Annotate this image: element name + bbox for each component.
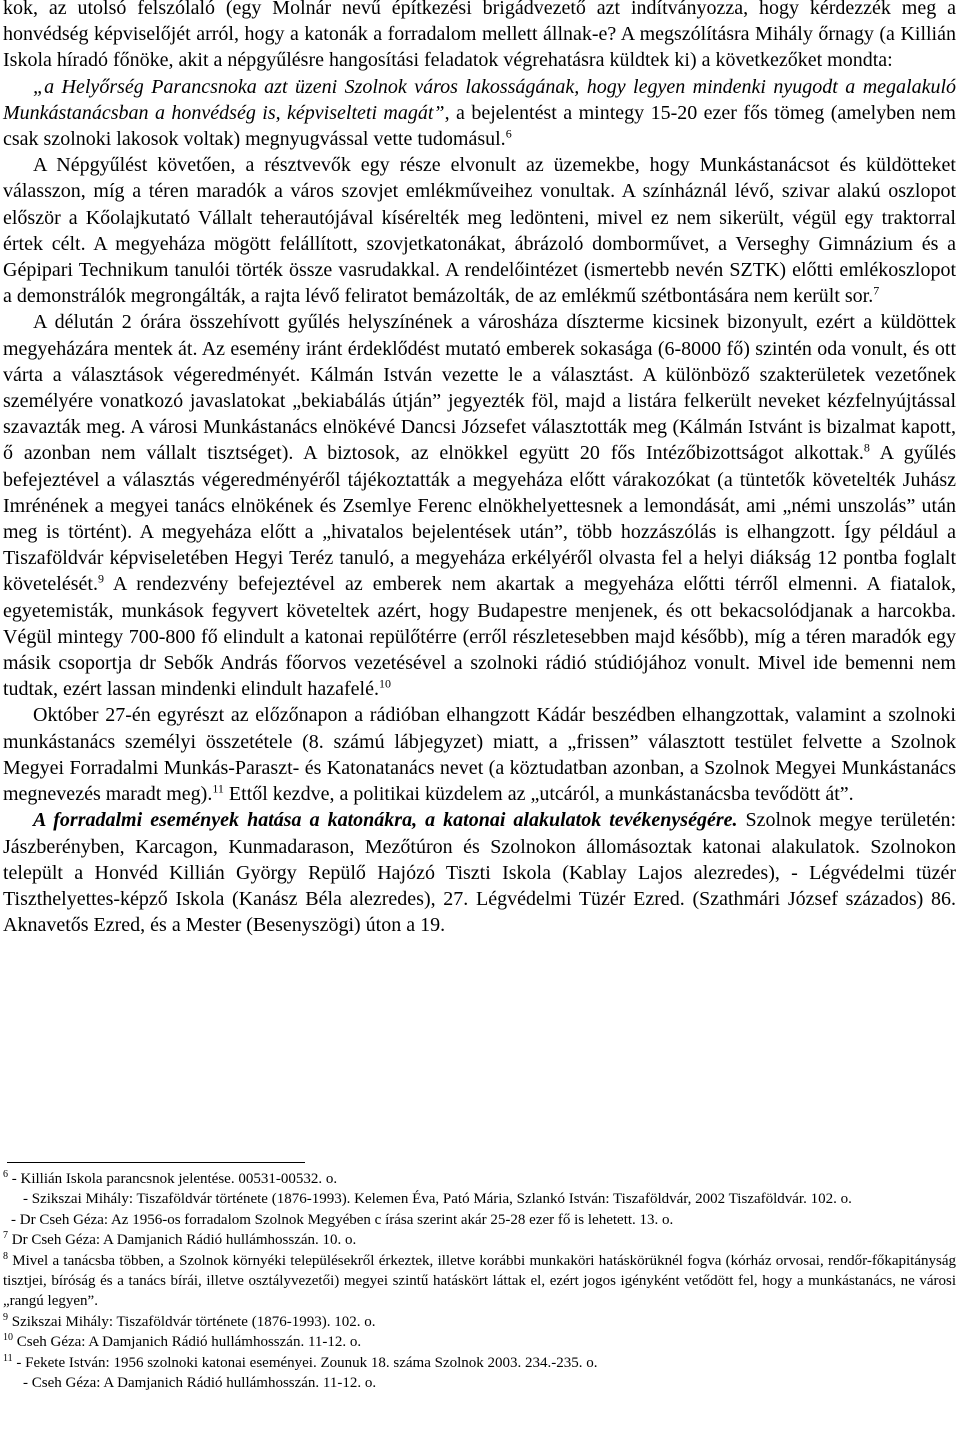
footnote-6-line-2: - Szikszai Mihály: Tiszaföldvár története (1876-1993). Kelemen Éva, Pató Mária, Szlankó István: Tiszaföldvár, 2002 Tiszaföldvár. 102. o. [23, 1191, 852, 1208]
footnote-11-line-2: - Cseh Géza: A Damjanich Rádió hullámhosszán. 11-12. o. [23, 1375, 377, 1392]
paragraph-3 [3, 152, 956, 309]
footnote-ref-8[interactable]: 8 [863, 440, 870, 455]
footnote-6-line-1: - Killián Iskola parancsnok jelentése. 00531-00532. o. [8, 1171, 338, 1187]
footnote-8-text: Mivel a tanácsba többen, a Szolnok környéki településekről érkeztek, illetve korábbi munkaköri hatáskörüknél fogva (kórház orvosai, rendőr-főkapitányság tisztjei, bíróság és a tanács bírái, illetve osztályvezetői) megyei szintű hatáskört láttak el, ezért jogos igényként vetődött fel, hogy a munkástanács, ne városi „rangú legyen”. [3, 1252, 956, 1310]
footnote-6 [3, 1169, 956, 1189]
footnote-7-number: 7 [3, 1230, 8, 1242]
footnote-8 [3, 1251, 956, 1312]
footnote-10 [3, 1332, 956, 1352]
footnote-7-text: Dr Cseh Géza: A Damjanich Rádió hullámhosszán. 10. o. [8, 1232, 357, 1249]
section-heading: A forradalmi események hatása a katonákra, a katonai alakulatok tevékenységére. [33, 809, 738, 832]
paragraph-6 [3, 807, 956, 938]
footnote-6-item-2 [3, 1189, 956, 1209]
footnote-ref-11[interactable]: 11 [212, 781, 224, 796]
footnote-ref-9[interactable]: 9 [97, 571, 104, 586]
paragraph-4-text-c: A rendezvény befejeztével az emberek nem akartak a megyeháza előtti térről elmenni. A fiatalok, egyetemisták, munkások fegyvert követeltek azért, hogy Budapestre menjenek, és ott bekacsolódjanak a harcokba. Végül mintegy 700-800 fő elindult a katonai repülőtérre (erről részletesebben majd később), míg a téren maradók egy másik csoportja dr Sebők András főorvos vezetésével a szolnoki rádió stúdiójához vonult. Mivel ide bemenni nem tudtak, ezért lassan mindenki elindult hazafelé. [3, 573, 956, 701]
footnote-7 [3, 1230, 956, 1250]
footnote-6-line-3: - Dr Cseh Géza: Az 1956-os forradalom Szolnok Megyében c írása szerint akár 25-28 ezer fő is lehetett. 13. o. [11, 1211, 674, 1228]
main-text [3, 0, 956, 938]
footnote-10-number: 10 [3, 1332, 13, 1344]
footnote-11-number: 11 [3, 1352, 13, 1364]
footnote-separator [7, 1162, 305, 1163]
paragraph-4-text-a: A délután 2 órára összehívott gyűlés helyszínének a városháza díszterme kicsinek bizonyult, ezért a küldöttek megyeházára mentek át. Az esemény iránt érdeklődést mutató emberek sokasága (6-8000 fő) szintén oda vonult, és ott várta a választások végeredményét. Kálmán István vezette le a választást. A különböző szakterületek vezetőnek személyére vonatkozó javaslatokat „bekiabálás útján” jegyezték föl, majd a listára felkerült neveket kézfelnyújtással szavazták meg. A városi Munkástanács elnökévé Dancsi Józsefet választották meg (Kálmán Istvánt is bizalmat kapott, ő azonban nem vállalt tisztséget). A biztosok, az elnökkel együtt 20 fős Intézőbizottságot alkottak. [3, 311, 956, 465]
footnote-ref-7[interactable]: 7 [873, 283, 880, 298]
paragraph-4-text-b: A gyűlés befejeztével a választás végeredményéről tájékoztatták a megyeháza előtt várakozókat (a tüntetők követelték Juhász Imrénének a megyei tanács elnökének és Zsemlye Ferenc elnökhelyettesnek a lemondását, ami „némi unszolás” után meg is történt). A megyeháza előtt a „hivatalos bejelentések után”, több hozzászólás is elhangzott. Így például a Tiszaföldvár képviseletében Hegyi Teréz tanuló, a megyeháza erkélyéről olvasta fel a helyi diákság 12 pontba foglalt követelését. [3, 442, 956, 596]
footnote-6-number: 6 [3, 1169, 8, 1180]
paragraph-2 [3, 74, 956, 153]
paragraph-3-text: A Népgyűlést követően, a résztvevők egy része elvonult az üzemekbe, hogy Munkástanácsot és küldötteket válasszon, míg a téren maradók a város szovjet emlékműveihez vonultak. A színháznál lévő, szivar alakú oszlopot először a Kőolajkutató Vállalt teherautójával kísérelték meg ledönteni, mivel ez nem sikerült, végül egy traktorral értek célt. A megyeháza mögött felállított, szovjetkatonákat, ábrázoló domborművet, a Verseghy Gimnázium és a Gépipari Technikum tanulói törték össze vasrudakkal. A rendelőintézet (ismertebb nevén SZTK) előtti emlékoszlopot a demonstrálók megrongálták, a rajta lévő feliratot bemázolták, de az emlékmű szétbontására nem került sor. [3, 154, 956, 308]
paragraph-5-text-b: Ettől kezdve, a politikai küzdelem az „utcáról, a munkástanácsba tevődött át”. [223, 783, 854, 806]
footnote-10-text: Cseh Géza: A Damjanich Rádió hullámhosszán. 11-12. o. [13, 1334, 362, 1351]
footnote-9-text: Szikszai Mihály: Tiszaföldvár története (1876-1993). 102. o. [8, 1313, 376, 1330]
footnotes [3, 1162, 956, 1393]
footnote-6-item-3 [3, 1210, 956, 1230]
quote-italic: „a Helyőrség Parancsnoka azt üzeni Szolnok város lakosságának, hogy legyen mindenki nyugodt a megalakuló Munkástanácsban a honvédség is, képviselteti magát” [3, 75, 956, 124]
footnote-9 [3, 1312, 956, 1332]
paragraph-5 [3, 702, 956, 807]
footnote-11-line-1: - Fekete István: 1956 szolnoki katonai eseményei. Zounuk 18. száma Szolnok 2003. 234.-235. o. [12, 1354, 598, 1371]
paragraph-4 [3, 309, 956, 702]
footnote-11 [3, 1353, 956, 1373]
footnote-11-item-2 [3, 1373, 956, 1393]
footnote-8-number: 8 [3, 1250, 8, 1262]
footnote-9-number: 9 [3, 1311, 8, 1323]
paragraph-1 [3, 0, 956, 74]
paragraph-5-text-a: Október 27-én egyrészt az előzőnapon a rádióban elhangzott Kádár beszédben elhangzottak, valamint a szolnoki munkástanács személyi összetétele (8. számú lábjegyzet) miatt, a „frissen” választott testület felvette a Szolnok Megyei Forradalmi Munkás-Paraszt- és Katonatanács nevet (a köztudatban azonban, a Szolnok Megyei Munkástanács megnevezés maradt meg). [3, 704, 956, 806]
paragraph-2-text: , a bejelentést a mintegy 15-20 ezer fős tömeg (amelyben nem csak szolnoki lakosok voltak) megnyugvással vette tudomásul. [3, 101, 956, 151]
footnote-ref-6[interactable]: 6 [505, 126, 512, 141]
footnote-ref-10[interactable]: 10 [378, 676, 391, 691]
paragraph-6-text: Szolnok megye területén: Jászberényben, Karcagon, Kunmadarason, Mezőtúron és Szolnokon állomásoztak katonai alakulatok. Szolnokon települt a Honvéd Killián György Repülő Hajózó Tiszti Iskola (Kablay Lajos alezredes), - Légvédelmi tüzér Tiszthelyettes-képző Iskola (Kanász Béla alezredes), 27. Légvédelmi Tüzér Ezred. (Szathmári József százados) 86. Aknavetős Ezred, és a Mester (Besenyszögi) úton a 19. [3, 809, 957, 937]
paragraph-1-text: kok, az utolsó felszólaló (egy Molnár nevű építkezési brigádvezető azt indítványozza, hogy kérdezzék meg a honvédség képviselőjét arról, hogy a katonák a forradalom mellett állnak-e? A megszólításra Mihály őrnagy (a Killián Iskola híradó főnöke, akit a népgyűlésre hangosítási feladatok végrehatásra küldtek ki) a következőket mondta: [3, 0, 956, 72]
